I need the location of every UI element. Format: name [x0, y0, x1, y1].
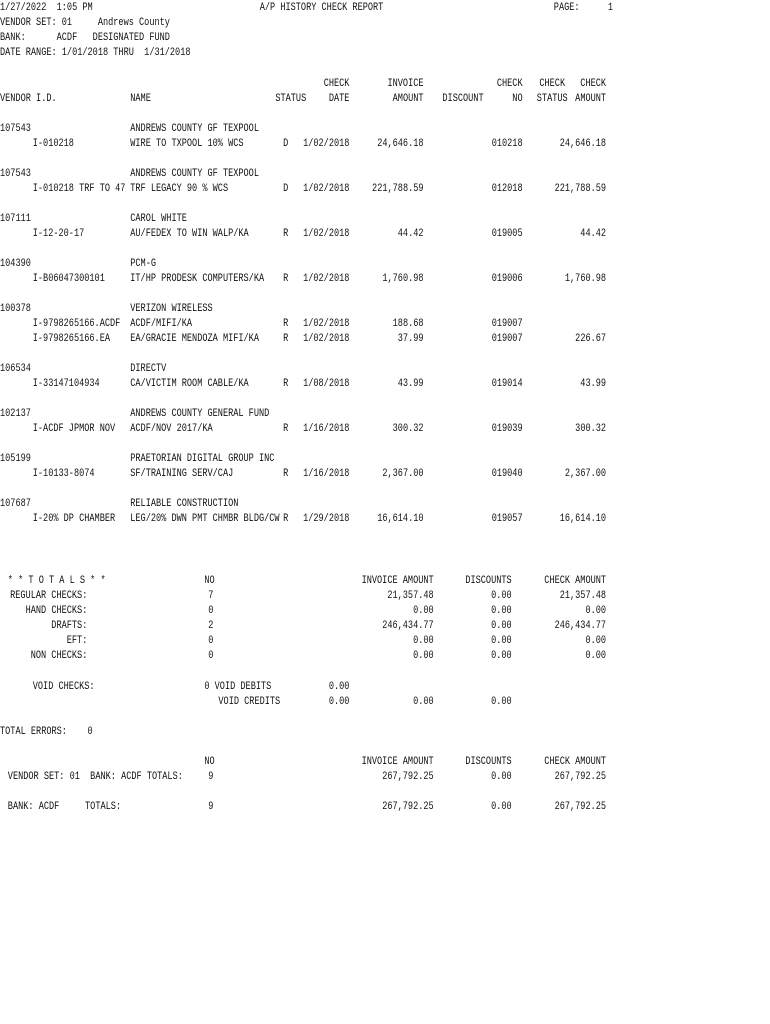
invoice-amount: 1,760.98 [382, 273, 424, 285]
col-check-status-1: CHECK [539, 78, 566, 90]
vendor-name: ANDREWS COUNTY GENERAL FUND [130, 408, 270, 420]
check-number: 019057 [491, 513, 523, 525]
void-credits-label: VOID CREDITS [218, 696, 281, 708]
void-invoice-amount: 0.00 [413, 696, 434, 708]
totals-count: 0 [208, 650, 214, 662]
totals-count: 7 [208, 590, 214, 602]
invoice-description: LEG/20% DWN PMT CHMBR BLDG/CW [130, 513, 280, 525]
page-label: PAGE: [553, 2, 580, 14]
vendor-id: 107687 [0, 498, 31, 510]
check-date: 1/02/2018 [303, 183, 350, 195]
totals-check-amount: 0.00 [585, 635, 607, 647]
void-checks-label: VOID CHECKS: [32, 681, 95, 693]
totals-label: EFT: [66, 635, 88, 647]
invoice-amount: 44.42 [397, 228, 424, 240]
invoice-amount: 16,614.10 [377, 513, 424, 525]
invoice-status: R [283, 228, 289, 240]
totals-check-amount: 21,357.48 [559, 590, 607, 602]
totals-invoice-amount: 0.00 [413, 635, 434, 647]
invoice-number: I-010218 [32, 138, 74, 150]
totals-title: * * T O T A L S * * [7, 575, 106, 587]
summary-header-discounts: DISCOUNTS [465, 756, 512, 768]
vendor-name: ANDREWS COUNTY GF TEXPOOL [130, 123, 259, 135]
vendor-name: RELIABLE CONSTRUCTION [130, 498, 239, 510]
totals-discounts: 0.00 [491, 635, 512, 647]
invoice-number: I-010218 TRF TO 47 [32, 183, 126, 195]
invoice-amount: 2,367.00 [382, 468, 424, 480]
vendor-id: 102137 [0, 408, 31, 420]
invoice-description: ACDF/MIFI/KA [130, 318, 193, 330]
invoice-status: R [283, 273, 289, 285]
invoice-number: I-33147104934 [32, 378, 100, 390]
check-amount: 2,367.00 [564, 468, 607, 480]
col-check-status-2: STATUS [536, 93, 568, 105]
totals-invoice-amount: 0.00 [413, 650, 434, 662]
totals-header-no: NO [204, 575, 215, 587]
invoice-amount: 221,788.59 [372, 183, 424, 195]
totals-label: NON CHECKS: [30, 650, 88, 662]
vendor-name: CAROL WHITE [130, 213, 187, 225]
check-number: 019005 [491, 228, 523, 240]
col-status: STATUS [275, 93, 307, 105]
summary-discounts: 0.00 [491, 771, 512, 783]
col-check-no-1: CHECK [496, 78, 523, 90]
invoice-amount: 37.99 [397, 333, 424, 345]
summary-count: 9 [208, 771, 214, 783]
check-date: 1/02/2018 [303, 333, 350, 345]
totals-check-amount: 0.00 [585, 605, 607, 617]
invoice-status: R [283, 318, 289, 330]
invoice-description: TRF LEGACY 90 % WCS [130, 183, 229, 195]
check-number: 019007 [491, 333, 523, 345]
report-title: A/P HISTORY CHECK REPORT [259, 2, 384, 14]
invoice-number: I-12-20-17 [32, 228, 85, 240]
col-check-date-1: CHECK [323, 78, 350, 90]
check-number: 012018 [491, 183, 523, 195]
vendor-id: 105199 [0, 453, 31, 465]
invoice-status: R [283, 333, 289, 345]
check-amount: 24,646.18 [559, 138, 607, 150]
invoice-description: ACDF/NOV 2017/KA [130, 423, 213, 435]
col-check-date-2: DATE [328, 93, 350, 105]
check-date: 1/08/2018 [303, 378, 350, 390]
check-date: 1/16/2018 [303, 423, 350, 435]
check-date: 1/02/2018 [303, 273, 350, 285]
check-date: 1/02/2018 [303, 318, 350, 330]
void-debits-label: 0 VOID DEBITS [204, 681, 272, 693]
total-errors: TOTAL ERRORS: 0 [0, 726, 93, 738]
vendor-id: 107543 [0, 123, 31, 135]
check-amount: 300.32 [575, 423, 607, 435]
totals-header-discounts: DISCOUNTS [465, 575, 512, 587]
invoice-amount: 24,646.18 [377, 138, 424, 150]
void-credits-amount: 0.00 [328, 696, 350, 708]
invoice-description: EA/GRACIE MENDOZA MIFI/KA [130, 333, 259, 345]
totals-label: REGULAR CHECKS: [10, 590, 88, 602]
invoice-number: I-9798265166.ACDF [32, 318, 121, 330]
col-check-no-2: NO [512, 93, 523, 105]
check-date: 1/16/2018 [303, 468, 350, 480]
totals-check-amount: 0.00 [585, 650, 607, 662]
vendor-id: 106534 [0, 363, 31, 375]
invoice-number: I-10133-8074 [32, 468, 95, 480]
check-amount: 16,614.10 [559, 513, 607, 525]
check-date: 1/02/2018 [303, 228, 350, 240]
summary-check-amount: 267,792.25 [554, 771, 607, 783]
check-amount: 44.42 [580, 228, 607, 240]
vendor-name: DIRECTV [130, 363, 167, 375]
summary-header-check: CHECK AMOUNT [544, 756, 607, 768]
invoice-description: CA/VICTIM ROOM CABLE/KA [130, 378, 249, 390]
invoice-amount: 188.68 [392, 318, 424, 330]
vendor-id: 107543 [0, 168, 31, 180]
vendor-name: ANDREWS COUNTY GF TEXPOOL [130, 168, 259, 180]
vendor-id: 104390 [0, 258, 31, 270]
totals-label: DRAFTS: [51, 620, 88, 632]
totals-header-invoice: INVOICE AMOUNT [361, 575, 434, 587]
vendor-name: VERIZON WIRELESS [130, 303, 213, 315]
invoice-status: D [283, 138, 289, 150]
check-number: 019006 [491, 273, 523, 285]
check-date: 1/29/2018 [303, 513, 350, 525]
summary-header-invoice: INVOICE AMOUNT [361, 756, 434, 768]
page-number: 1 [607, 2, 614, 14]
check-number: 019040 [491, 468, 523, 480]
invoice-description: WIRE TO TXPOOL 10% WCS [130, 138, 244, 150]
totals-invoice-amount: 246,434.77 [382, 620, 434, 632]
invoice-status: R [283, 423, 289, 435]
invoice-description: IT/HP PRODESK COMPUTERS/KA [130, 273, 265, 285]
totals-header-check: CHECK AMOUNT [544, 575, 607, 587]
invoice-description: SF/TRAINING SERV/CAJ [130, 468, 234, 480]
vendor-set: VENDOR SET: 01 Andrews County [0, 17, 170, 29]
check-number: 010218 [491, 138, 523, 150]
check-amount: 221,788.59 [554, 183, 607, 195]
void-discounts-amount: 0.00 [491, 696, 512, 708]
invoice-amount: 300.32 [392, 423, 424, 435]
invoice-description: AU/FEDEX TO WIN WALP/KA [130, 228, 249, 240]
totals-count: 2 [208, 620, 214, 632]
invoice-status: D [283, 183, 289, 195]
invoice-number: I-20% DP CHAMBER [32, 513, 116, 525]
totals-invoice-amount: 0.00 [413, 605, 434, 617]
report-datetime: 1/27/2022 1:05 PM [0, 2, 93, 14]
invoice-amount: 43.99 [397, 378, 424, 390]
vendor-id: 100378 [0, 303, 31, 315]
totals-check-amount: 246,434.77 [554, 620, 607, 632]
col-vendor-id: VENDOR I.D. [0, 93, 57, 105]
bank-line: BANK: ACDF DESIGNATED FUND [0, 32, 170, 44]
totals-invoice-amount: 21,357.48 [387, 590, 434, 602]
col-check-amount-2: AMOUNT [575, 93, 607, 105]
summary-count: 9 [208, 801, 214, 813]
summary-label: BANK: ACDF TOTALS: [7, 801, 122, 813]
col-name: NAME [130, 93, 151, 105]
check-number: 019007 [491, 318, 523, 330]
vendor-name: PRAETORIAN DIGITAL GROUP INC [130, 453, 275, 465]
summary-discounts: 0.00 [491, 801, 512, 813]
totals-discounts: 0.00 [491, 620, 512, 632]
vendor-id: 107111 [0, 213, 31, 225]
check-number: 019039 [491, 423, 523, 435]
invoice-number: I-B06047300101 [32, 273, 105, 285]
totals-count: 0 [208, 635, 214, 647]
date-range: DATE RANGE: 1/01/2018 THRU 1/31/2018 [0, 47, 191, 59]
check-amount: 1,760.98 [564, 273, 607, 285]
check-date: 1/02/2018 [303, 138, 350, 150]
invoice-status: R [283, 378, 289, 390]
void-debits-amount: 0.00 [328, 681, 350, 693]
totals-discounts: 0.00 [491, 650, 512, 662]
summary-check-amount: 267,792.25 [554, 801, 607, 813]
totals-discounts: 0.00 [491, 605, 512, 617]
summary-label: VENDOR SET: 01 BANK: ACDF TOTALS: [7, 771, 183, 783]
col-invoice-2: AMOUNT [392, 93, 424, 105]
totals-label: HAND CHECKS: [25, 605, 88, 617]
col-discount: DISCOUNT [442, 93, 484, 105]
totals-discounts: 0.00 [491, 590, 512, 602]
check-amount: 43.99 [580, 378, 607, 390]
col-check-amount-1: CHECK [580, 78, 607, 90]
vendor-name: PCM-G [130, 258, 157, 270]
invoice-number: I-ACDF JPMOR NOV [32, 423, 116, 435]
totals-count: 0 [208, 605, 214, 617]
check-amount: 226.67 [575, 333, 607, 345]
check-number: 019014 [491, 378, 523, 390]
summary-invoice-amount: 267,792.25 [382, 801, 434, 813]
col-invoice-1: INVOICE [387, 78, 424, 90]
invoice-number: I-9798265166.EA [32, 333, 111, 345]
invoice-status: R [283, 513, 289, 525]
invoice-status: R [283, 468, 289, 480]
summary-invoice-amount: 267,792.25 [382, 771, 434, 783]
summary-header-no: NO [204, 756, 215, 768]
